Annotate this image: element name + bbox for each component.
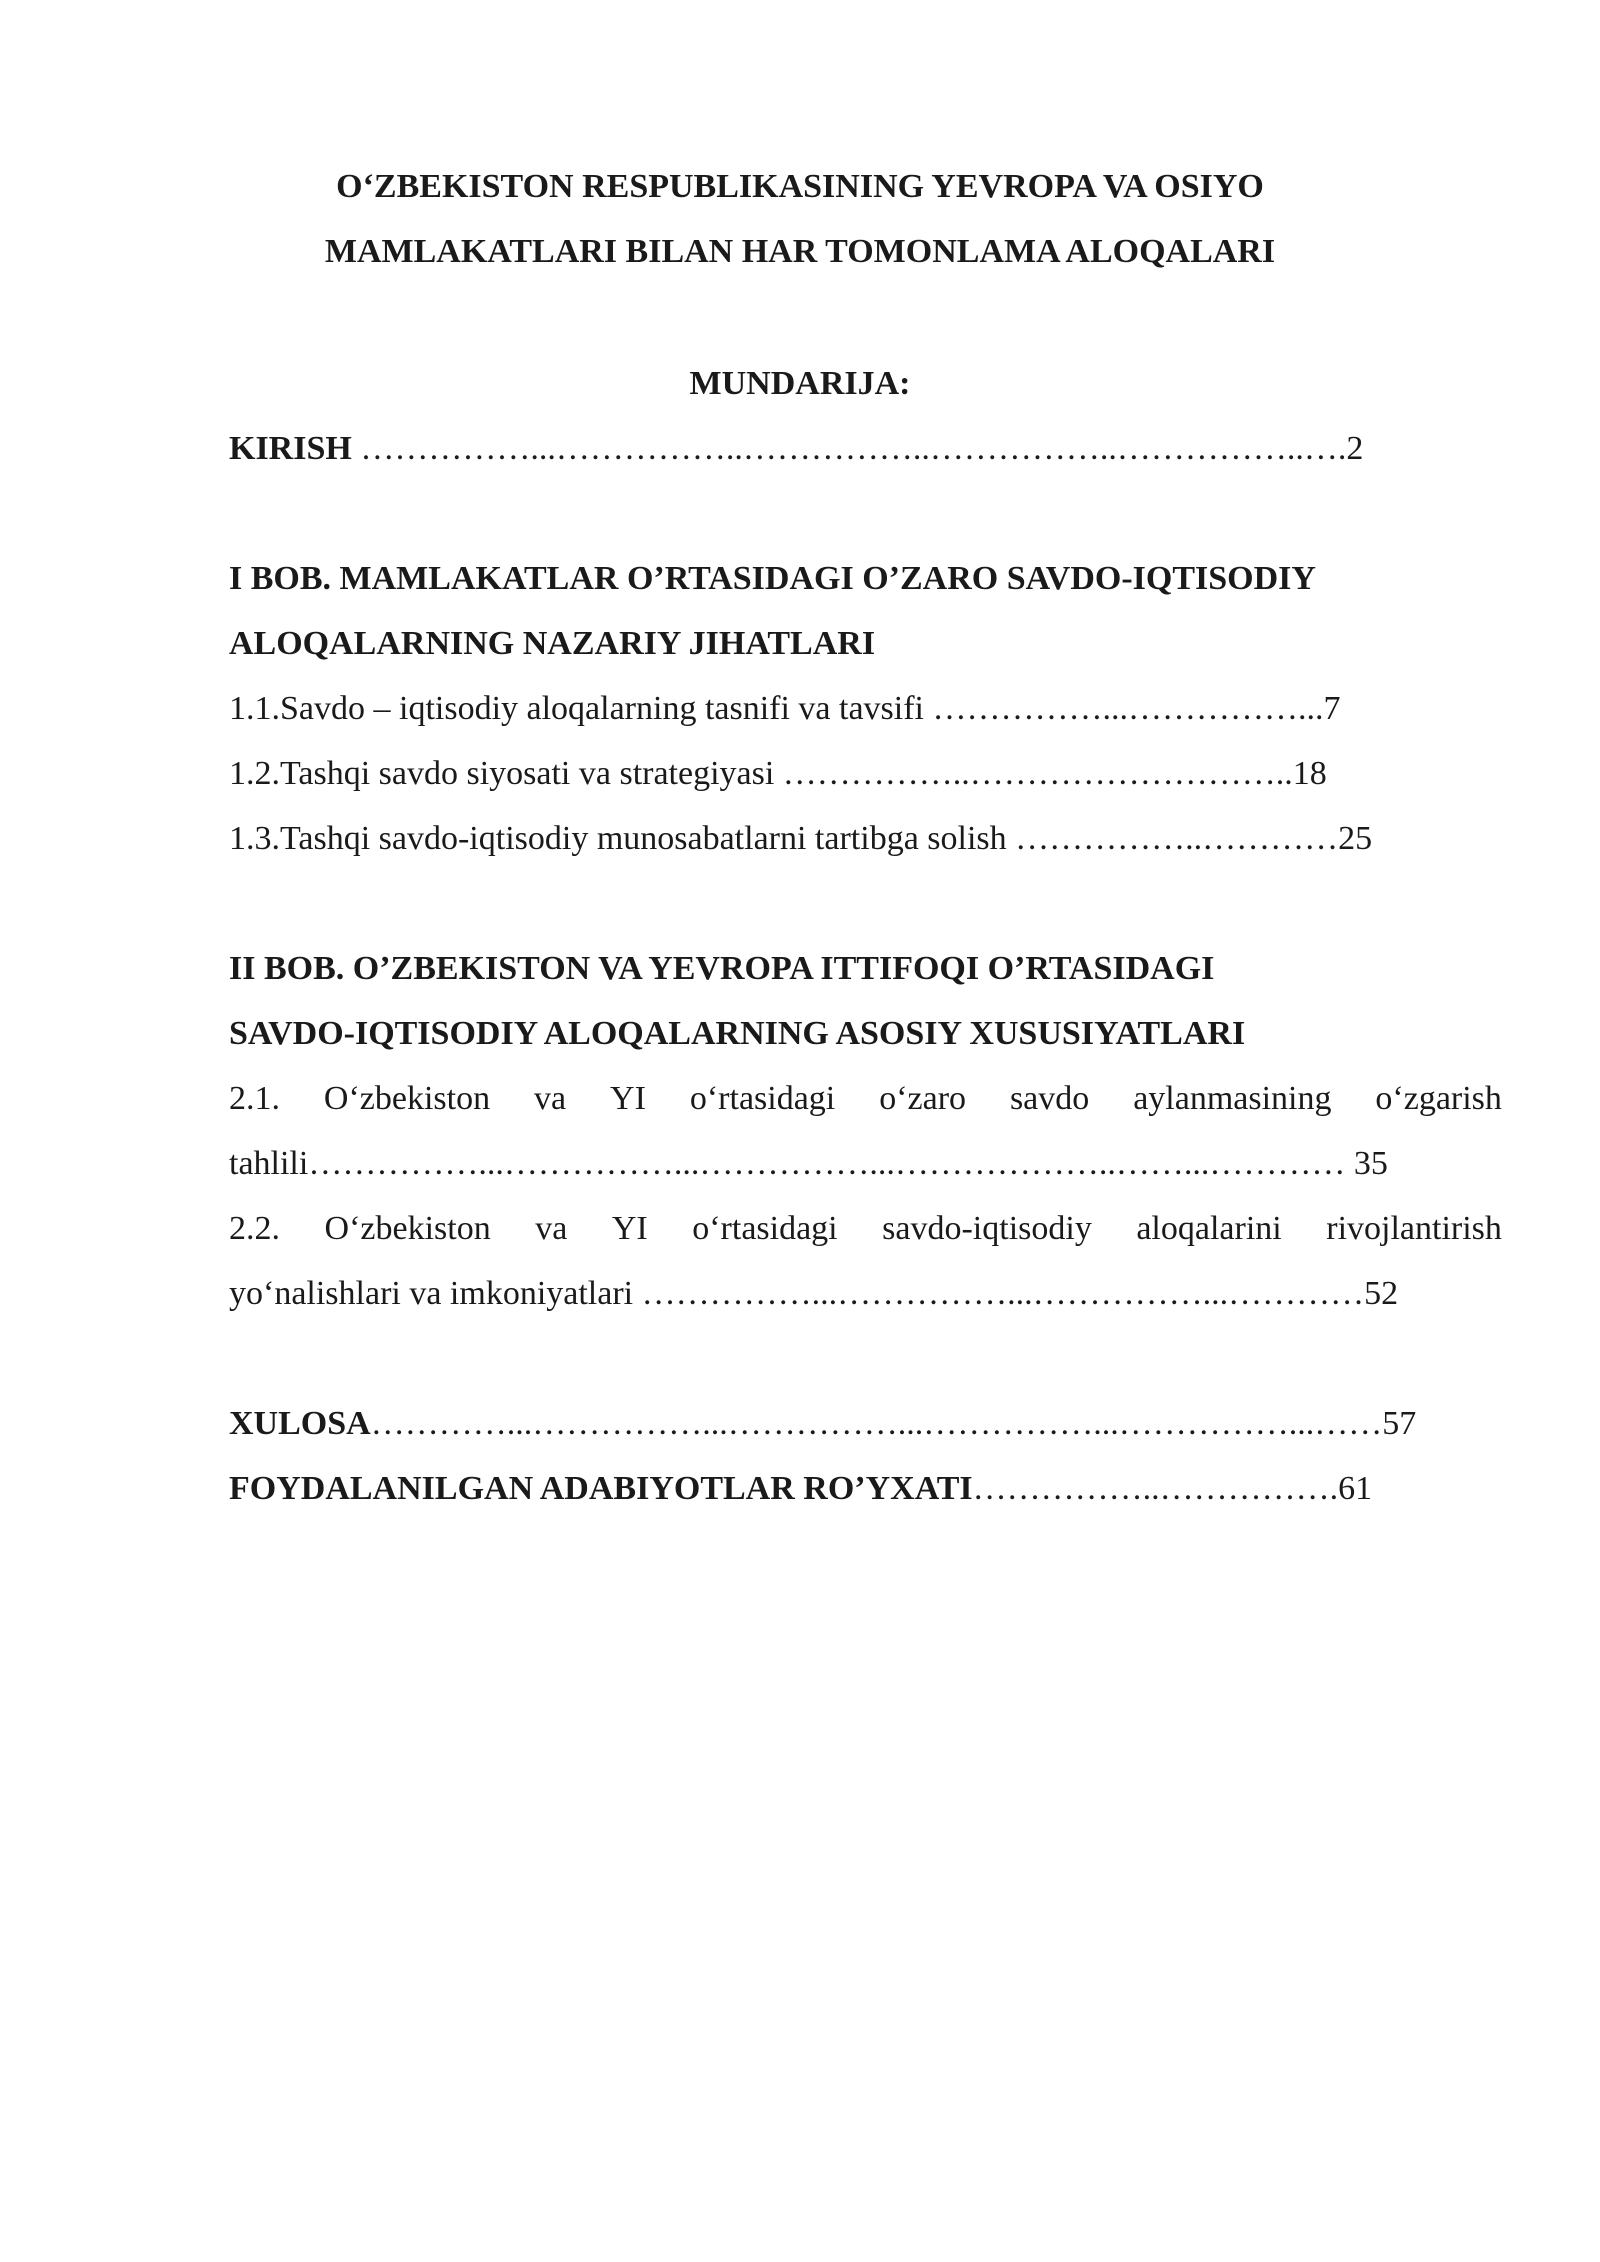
- toc-entry-2-2-line-1: [229, 1209, 1502, 1249]
- toc-word: YI: [611, 1210, 648, 1247]
- toc-word: 2.2.: [229, 1210, 280, 1247]
- toc-word: o‘zgarish: [1375, 1080, 1502, 1117]
- toc-entry-2-1-line-2: tahlili……………...……………...……………...………………..……...………… 35: [229, 1145, 1388, 1182]
- toc-word: va: [535, 1210, 568, 1247]
- toc-references-leader: ……………..…………….61: [972, 1470, 1373, 1507]
- toc-conclusion-leader: …………...……………...……………...……………...……………...……57: [370, 1405, 1417, 1442]
- toc-entry-intro: [229, 429, 1501, 469]
- toc-word: va: [534, 1080, 567, 1117]
- toc-entry-1-2: 1.2.Tashqi savdo siyosati va strategiyasi ……………..………………………..18: [229, 755, 1327, 792]
- toc-entry-1-3: 1.3.Tashqi savdo-iqtisodiy munosabatlarni tartibga solish ……………..…………25: [229, 820, 1373, 857]
- toc-conclusion-label: XULOSA: [229, 1405, 371, 1442]
- toc-word: savdo-iqtisodiy: [882, 1210, 1092, 1247]
- toc-word: 2.1.: [229, 1080, 280, 1117]
- toc-entry-2-2-line-2: yo‘nalishlari va imkoniyatlari ……………...……………...……………...…………52: [229, 1275, 1399, 1312]
- toc-entry-1-1: 1.1.Savdo – iqtisodiy aloqalarning tasnifi va tavsifi ……………...……………...7: [229, 690, 1341, 727]
- toc-word: rivojlantirish: [1326, 1210, 1502, 1247]
- toc-word: aloqalarini: [1136, 1210, 1282, 1247]
- chapter-1-title-line-1: I BOB. MAMLAKATLAR O’RTASIDAGI O’ZARO SAVDO-IQTISODIY: [229, 560, 1316, 597]
- toc-word: YI: [610, 1080, 646, 1117]
- toc-intro-label: KIRISH: [229, 430, 352, 467]
- toc-word: O‘zbekiston: [323, 1080, 491, 1117]
- chapter-2-title-line-2: SAVDO-IQTISODIY ALOQALARNING ASOSIY XUSUSIYATLARI: [229, 1015, 1246, 1052]
- toc-references-label: FOYDALANILGAN ADABIYOTLAR RO’YXATI: [229, 1470, 973, 1507]
- toc-entry-references: [229, 1469, 1501, 1509]
- toc-word: o‘zaro: [879, 1080, 967, 1117]
- toc-word: o‘rtasidagi: [692, 1210, 838, 1247]
- document-title-line-1: O‘ZBEKISTON RESPUBLIKASINING YEVROPA VA OSIYO: [336, 168, 1264, 205]
- contents-heading: MUNDARIJA:: [689, 365, 911, 402]
- toc-intro-leader: ……………...……………..……………..……………..……………..….2: [351, 430, 1364, 467]
- toc-entry-2-1-line-1: [229, 1079, 1502, 1119]
- document-title-line-2: MAMLAKATLARI BILAN HAR TOMONLAMA ALOQALARI: [324, 233, 1276, 270]
- chapter-2-title-line-1: II BOB. O’ZBEKISTON VA YEVROPA ITTIFOQI O’RTASIDAGI: [229, 950, 1215, 987]
- toc-entry-conclusion: [229, 1404, 1501, 1444]
- toc-word: o‘rtasidagi: [689, 1080, 836, 1117]
- toc-word: savdo: [1009, 1080, 1090, 1117]
- toc-word: O‘zbekiston: [324, 1210, 491, 1247]
- toc-word: aylanmasining: [1133, 1080, 1332, 1117]
- chapter-1-title-line-2: ALOQALARNING NAZARIY JIHATLARI: [229, 625, 876, 662]
